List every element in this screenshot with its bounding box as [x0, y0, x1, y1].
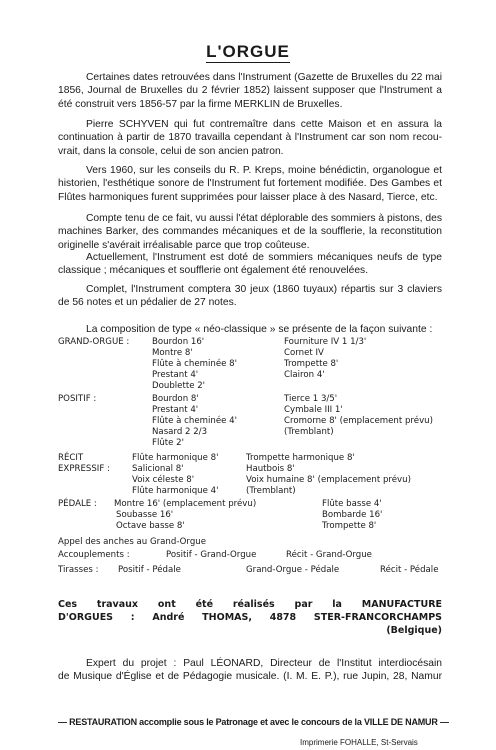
grand-orgue-stops-right: Fourniture IV 1 1/3' Cornet IV Trompette 8' Clairon 4' — [284, 337, 367, 380]
printer-imprint: Imprimerie FOHALLE, St-Servais — [300, 738, 418, 747]
pedale-label: PÉDALE : — [58, 499, 97, 509]
expert-paragraph: Expert du projet : Paul LÉONARD, Directeur de l'Institut interdiocésain de Musique d'Église et de Pédagogie musicale. (I. M. E. P.), rue Jupin, 28, Namur — [58, 658, 442, 683]
tirasses-recit: Récit - Pédale — [380, 565, 439, 575]
paragraph-5: Actuellement, l'Instrument est doté de sommiers mécaniques neufs de type classique ; mécaniques et soufflerie ont également été renouvelées. — [58, 252, 442, 277]
accouplements-label: Accouplements : — [58, 550, 130, 560]
restauration-note: — RESTAURATION accomplie sous le Patronage et avec le concours de la VILLE DE NAMUR — — [58, 717, 449, 727]
grand-orgue-stops-left: Bourdon 16' Montre 8' Flûte à cheminée 8' Prestant 4' Doublette 2' — [152, 337, 237, 391]
pedale-stops-left: Montre 16' (emplacement prévu) Soubasse 16' Octave basse 8' — [114, 499, 257, 531]
paragraph-7: La composition de type « néo-classique » se présente de la façon suivante : — [86, 324, 433, 335]
paragraph-1: Certaines dates retrouvées dans l'Instrument (Gazette de Bruxelles du 22 mai 1856, Journal de Bruxelles du 2 février 1852) laissent supposer que l'Instrument a été construit vers 1856-57 par la firme MERKLIN de Bruxelles. — [58, 72, 442, 110]
grand-orgue-label: GRAND-ORGUE : — [58, 337, 130, 347]
paragraph-6: Complet, l'Instrument comptera 30 jeux (1860 tuyaux) répartis sur 3 claviers de 56 notes et un pédalier de 27 notes. — [58, 284, 442, 309]
accouplements-positif: Positif - Grand-Orgue — [166, 550, 257, 560]
tirasses-label: Tirasses : — [58, 565, 99, 575]
positif-label: POSITIF : — [58, 394, 97, 404]
positif-stops-left: Bourdon 8' Prestant 4' Flûte à cheminée 4' Nasard 2 2/3 Flûte 2' — [152, 394, 237, 448]
paragraph-2: Pierre SCHYVEN qui fut contremaître dans cette Maison et en assura la continuation à partir de 1870 travailla cependant à l'Instrument car son nom recou- vrait, dans la console, celui de son ancien patron. — [58, 119, 442, 157]
paragraph-3: Vers 1960, sur les conseils du R. P. Kreps, moine bénédictin, organologue et historien, l'esthétique sonore de l'Instrument fut fortement modifiée. Des Gambes et Flûtes harmoniques furent supprimées pour laisser place à des Nasard, Tierce, etc. — [58, 165, 442, 203]
manufacture-credit: Ces travaux ont été réalisés par la MANUFACTURE D'ORGUES : André THOMAS, 4878 STER-FRANCORCHAMPS (Belgique) — [58, 599, 442, 636]
recit-label: RÉCIT EXPRESSIF : — [58, 453, 110, 474]
positif-stops-right: Tierce 1 3/5' Cymbale III 1' Cromorne 8' (emplacement prévu) (Tremblant) — [284, 394, 433, 437]
pedale-stops-right: Flûte basse 4' Bombarde 16' Trompette 8' — [322, 499, 383, 531]
recit-stops-right: Trompette harmonique 8' Hautbois 8' Voix humaine 8' (emplacement prévu) (Tremblant) — [246, 453, 411, 496]
appel-des-anches: Appel des anches au Grand-Orgue — [58, 537, 207, 547]
page-title: L'ORGUE — [206, 42, 290, 61]
recit-stops-left: Flûte harmonique 8' Salicional 8' Voix céleste 8' Flûte harmonique 4' — [132, 453, 219, 496]
accouplements-recit: Récit - Grand-Orgue — [286, 550, 372, 560]
tirasses-grand-orgue: Grand-Orgue - Pédale — [246, 565, 340, 575]
paragraph-4: Compte tenu de ce fait, vu aussi l'état déplorable des sommiers à pistons, des machines Barker, des commandes mécaniques et de la soufflerie, la reconstitution originelle s'avérait irréalisable parce que trop coûteuse. — [58, 213, 442, 251]
tirasses-positif: Positif - Pédale — [118, 565, 181, 575]
